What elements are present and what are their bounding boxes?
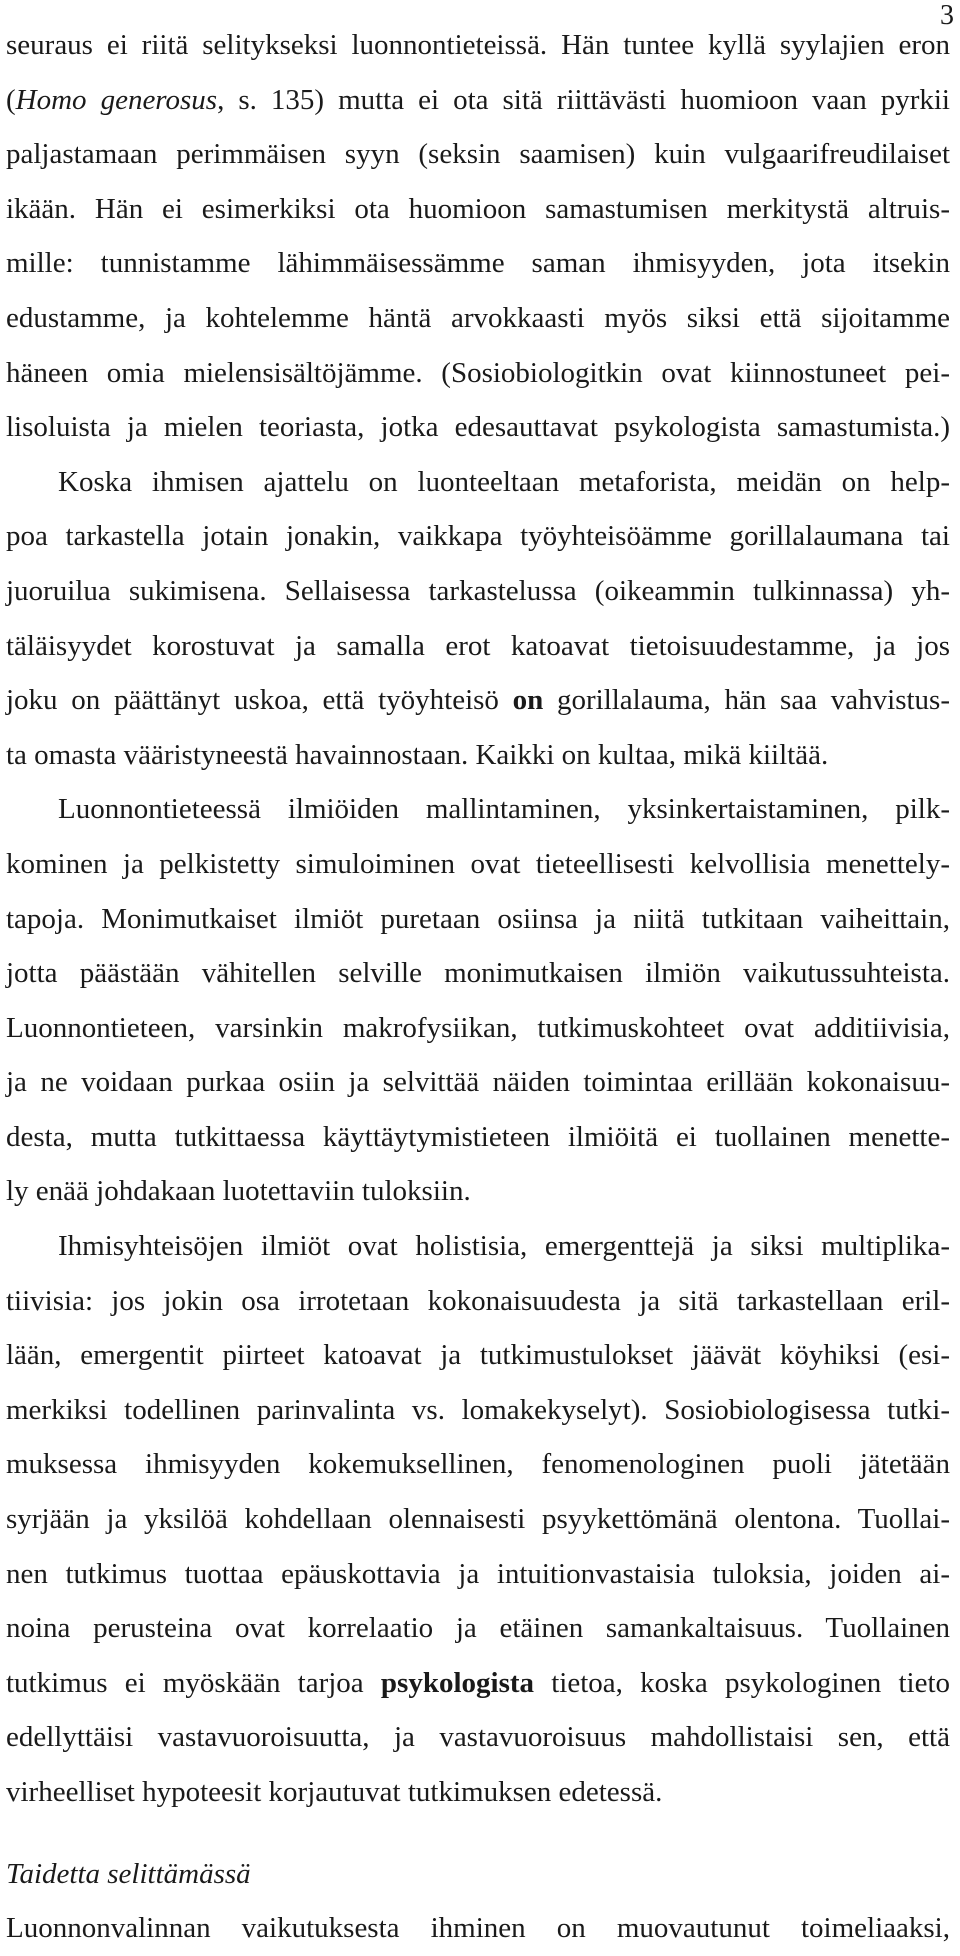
text-line: Luonnontieteen, varsinkin makrofysiikan, tutkimuskohteet ovat additiivisia,: [6, 1011, 950, 1044]
text-line: edellyttäisi vastavuoroisuutta, ja vastavuoroisuus mahdollistaisi sen, että: [6, 1721, 950, 1754]
text-line: seuraus ei riitä selitykseksi luonnontieteissä. Hän tuntee kyllä syylajien eron: [6, 29, 950, 61]
text-line: ly enää johdakaan luotettaviin tuloksiin.: [6, 1175, 471, 1208]
section-heading: Taidetta selittämässä: [6, 1857, 251, 1890]
text-line: mille: tunnistamme lähimmäisessämme saman ihmisyyden, jota itsekin: [6, 247, 950, 280]
paragraph-1: [6, 18, 950, 455]
text-line: ta omasta vääristyneestä havainnostaan. Kaikki on kultaa, mikä kiiltää.: [6, 738, 829, 771]
text-line: kominen ja pelkistetty simuloiminen ovat tieteellisesti kelvollisia menettely-: [6, 847, 950, 880]
italic-phrase: Homo generosus: [15, 83, 218, 116]
text-line: merkiksi todellinen parinvalinta vs. lomakekyselyt). Sosiobiologisessa tutki-: [6, 1393, 950, 1426]
text-line: paljastamaan perimmäisen syyn (seksin saamisen) kuin vulgaarifreudilaiset: [6, 138, 950, 171]
text-line: Ihmisyhteisöjen ilmiöt ovat holistisia, emergenttejä ja siksi multiplika-: [58, 1230, 950, 1263]
text-line: joku on päättänyt uskoa, että työyhteisö on gorillalauma, hän saa vahvistus-: [6, 684, 950, 717]
text-line: juoruilua sukimisena. Sellaisessa tarkastelussa (oikeammin tulkinnassa) yh-: [6, 574, 950, 607]
text-line: desta, mutta tutkittaessa käyttäytymistieteen ilmiöitä ei tuollainen menette-: [6, 1120, 950, 1153]
text-line: tapoja. Monimutkaiset ilmiöt puretaan osiinsa ja niitä tutkitaan vaiheittain,: [6, 902, 950, 935]
text-line: Luonnonvalinnan vaikutuksesta ihminen on muovautunut toimeliaaksi,: [6, 1912, 950, 1945]
text-line: noina perusteina ovat korrelaatio ja etäinen samankaltaisuus. Tuollainen: [6, 1612, 950, 1645]
document-body: [6, 18, 950, 1956]
text-line: ikään. Hän ei esimerkiksi ota huomioon samastumisen merkitystä altruis-: [6, 192, 950, 225]
page-number: 3: [940, 0, 954, 31]
text-line: tiivisia: jos jokin osa irrotetaan kokonaisuudesta ja sitä tarkastellaan eril-: [6, 1284, 950, 1317]
text-line: jotta päästään vähitellen selville monimutkaisen ilmiön vaikutussuhteista.: [6, 957, 950, 990]
bold-word: psykologista: [380, 1666, 535, 1699]
text-line: (Homo generosus, s. 135) mutta ei ota sitä riittävästi huomioon vaan pyrkii: [6, 83, 950, 116]
bold-word: on: [512, 684, 544, 717]
paragraph-2: [6, 455, 950, 783]
text-line: Luonnontieteessä ilmiöiden mallintaminen, yksinkertaistaminen, pilk-: [58, 793, 950, 826]
paragraph-4: [6, 1219, 950, 1820]
text-line: poa tarkastella jotain jonakin, vaikkapa työyhteisöämme gorillalaumana tai: [6, 520, 950, 553]
text-line: häneen omia mielensisältöjämme. (Sosiobiologitkin ovat kiinnostuneet pei-: [6, 356, 950, 389]
text-line: ja ne voidaan purkaa osiin ja selvittää näiden toimintaa erillään kokonaisuu-: [6, 1066, 950, 1099]
paragraph-3: [6, 782, 950, 1219]
text-line: täläisyydet korostuvat ja samalla erot katoavat tietoisuudestamme, ja jos: [6, 629, 950, 662]
section-spacer: [6, 1820, 950, 1847]
text-line: lisoluista ja mielen teoriasta, jotka edesauttavat psykologista samastumista.): [6, 411, 950, 444]
text-line: syrjään ja yksilöä kohdellaan olennaisesti psyykettömänä olentona. Tuollai-: [6, 1503, 950, 1536]
text-line: edustamme, ja kohtelemme häntä arvokkaasti myös siksi että sijoitamme: [6, 301, 950, 334]
text-line: lään, emergentit piirteet katoavat ja tutkimustulokset jäävät köyhiksi (esi-: [6, 1339, 950, 1372]
text-line: Koska ihmisen ajattelu on luonteeltaan metaforista, meidän on help-: [58, 465, 950, 498]
text-line: muksessa ihmisyyden kokemuksellinen, fenomenologinen puoli jätetään: [6, 1448, 950, 1481]
text-line: tutkimus ei myöskään tarjoa psykologista tietoa, koska psykologinen tieto: [6, 1666, 951, 1699]
text-line: virheelliset hypoteesit korjautuvat tutkimuksen edetessä.: [6, 1776, 663, 1808]
text-line: nen tutkimus tuottaa epäuskottavia ja intuitionvastaisia tuloksia, joiden ai-: [6, 1557, 950, 1590]
